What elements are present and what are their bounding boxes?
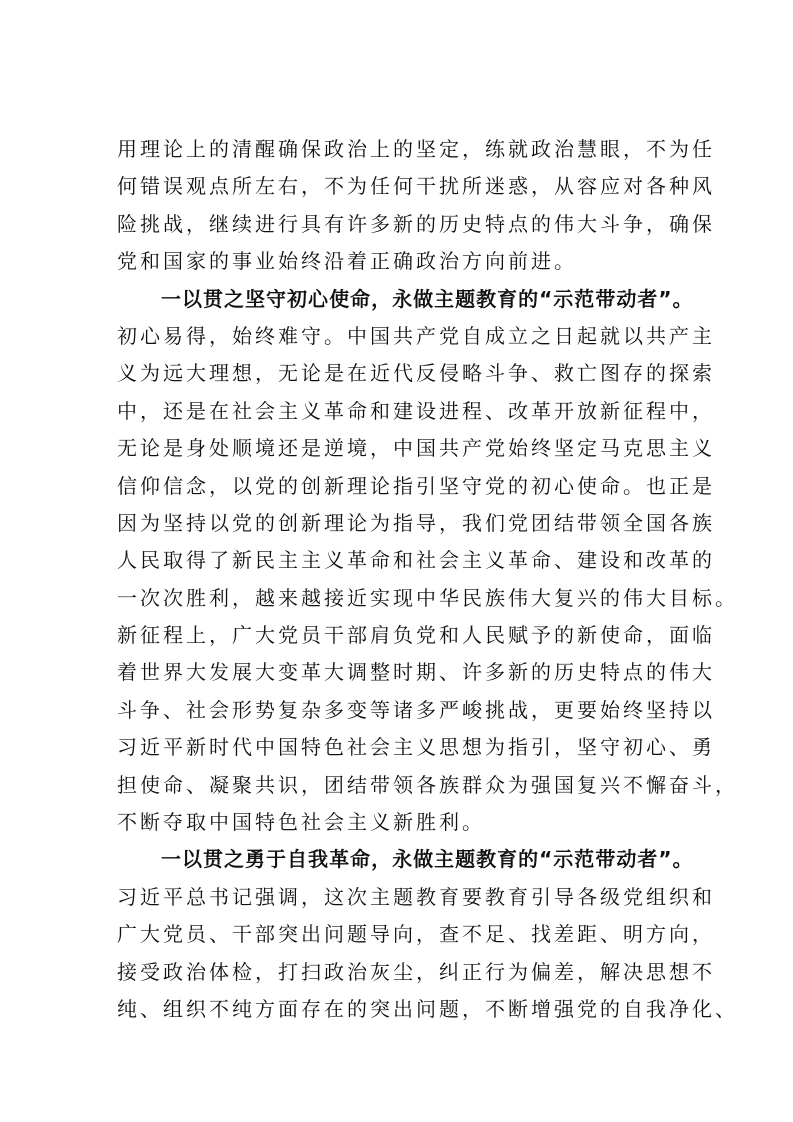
section-heading: 一以贯之勇于自我革命，永做主题教育的“示范带动者”。 — [161, 847, 693, 872]
text-line: 用理论上的清醒确保政治上的坚定，练就政治慧眼，不为任 — [117, 137, 715, 161]
document-page — [117, 131, 738, 1028]
text-line: 无论是身处顺境还是逆境，中国共产党始终坚定马克思主义 — [117, 436, 715, 461]
text-line: 因为坚持以党的创新理论为指导，我们党团结带领全国各族 — [117, 510, 715, 535]
text-line: 险挑战，继续进行具有许多新的历史特点的伟大斗争，确保 — [117, 211, 715, 236]
text-line: 党和国家的事业始终沿着正确政治方向前进。 — [117, 249, 577, 274]
text-line: 初心易得，始终难守。中国共产党自成立之日起就以共产主 — [117, 323, 715, 348]
text-line: 信仰信念，以党的创新理论指引坚守党的初心使命。也正是 — [117, 473, 715, 498]
text-line: 新征程上，广大党员干部肩负党和人民赋予的新使命，面临 — [117, 623, 715, 648]
text-line: 中，还是在社会主义革命和建设进程、改革开放新征程中， — [117, 398, 715, 423]
text-line: 接受政治体检，打扫政治灰尘，纠正行为偏差，解决思想不 — [117, 959, 715, 984]
text-line: 习近平新时代中国特色社会主义思想为指引，坚守初心、勇 — [117, 735, 715, 760]
section-heading: 一以贯之坚守初心使命，永做主题教育的“示范带动者”。 — [161, 286, 693, 311]
text-line: 着世界大发展大变革大调整时期、许多新的历史特点的伟大 — [117, 660, 715, 685]
text-line: 不断夺取中国特色社会主义新胜利。 — [117, 810, 485, 835]
text-line: 广大党员、干部突出问题导向，查不足、找差距、明方向， — [117, 922, 715, 947]
text-line: 担使命、凝聚共识，团结带领各族群众为强国复兴不懈奋斗， — [117, 772, 738, 797]
text-line: 习近平总书记强调，这次主题教育要教育引导各级党组织和 — [117, 884, 715, 909]
text-line: 人民取得了新民主主义革命和社会主义革命、建设和改革的 — [117, 548, 715, 573]
text-line: 何错误观点所左右，不为任何干扰所迷惑，从容应对各种风 — [117, 174, 715, 199]
text-line: 一次次胜利，越来越接近实现中华民族伟大复兴的伟大目标。 — [117, 585, 738, 610]
text-line: 义为远大理想，无论是在近代反侵略斗争、救亡图存的探索 — [117, 361, 715, 386]
text-line: 纯、组织不纯方面存在的突出问题，不断增强党的自我净化、 — [117, 996, 738, 1021]
text-line: 斗争、社会形势复杂多变等诸多严峻挑战，更要始终坚持以 — [117, 697, 715, 722]
